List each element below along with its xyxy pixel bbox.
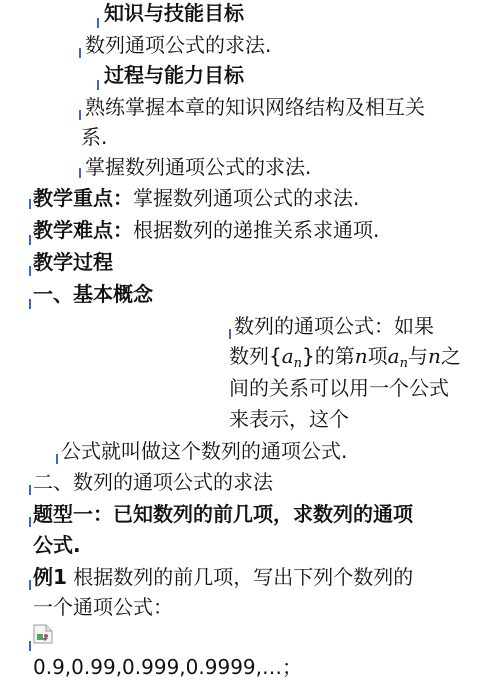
text-line: 掌握数列通项公式的求法.	[85, 155, 312, 179]
math-var: a	[387, 344, 400, 368]
key-point-line	[33, 183, 359, 213]
section-basic-concepts: 一、基本概念	[33, 282, 153, 306]
text-marker	[79, 48, 81, 58]
text-marker	[56, 454, 58, 464]
text-marker	[29, 266, 31, 276]
text-line: 数列通项公式的求法.	[85, 33, 272, 57]
text-marker	[29, 580, 31, 590]
section-teaching-process: 教学过程	[33, 250, 113, 274]
text-marker	[79, 110, 81, 120]
text-marker	[29, 517, 31, 527]
text-fragment: }的第	[302, 344, 355, 368]
text-marker	[29, 641, 31, 651]
text-marker	[29, 299, 31, 309]
text-marker	[97, 80, 99, 90]
problem-type-heading: 题型一：已知数列的前几项，求数列的通项	[33, 502, 413, 526]
text-line: 来表示，这个	[229, 407, 349, 431]
difficulty-text: 根据数列的递推关系求通项.	[133, 218, 380, 242]
text-line: 一个通项公式：	[33, 595, 173, 619]
text-marker	[229, 329, 231, 339]
text-fragment: 项	[367, 344, 388, 368]
difficulty-line	[33, 215, 379, 245]
text-line: 熟练掌握本章的知识网络结构及相互关	[85, 95, 425, 119]
broken-image-icon	[33, 624, 53, 644]
problem-type-heading-cont: 公式.	[33, 533, 81, 557]
example-text: 根据数列的前几项，写出下列个数列的	[73, 565, 414, 589]
text-fragment: 之	[440, 344, 461, 368]
text-marker	[29, 235, 31, 245]
text-line: 数列的通项公式：如果	[234, 314, 434, 338]
heading-knowledge-skills: 知识与技能目标	[104, 1, 244, 25]
heading-process-ability: 过程与能力目标	[104, 63, 244, 87]
math-var: n	[427, 344, 441, 368]
example-line	[33, 562, 413, 592]
key-point-text: 掌握数列通项公式的求法.	[133, 186, 360, 210]
math-var: a	[281, 344, 294, 368]
math-subscript: n	[399, 356, 408, 371]
text-marker	[29, 199, 31, 209]
key-point-label: 教学重点：	[33, 186, 133, 210]
text-fragment: 数列{	[229, 344, 282, 368]
text-marker	[29, 485, 31, 495]
sequence-line: 0.9,0.99,0.999,0.9999,…；	[33, 655, 303, 679]
section-methods: 二、数列的通项公式的求法	[33, 470, 273, 494]
math-subscript: n	[293, 356, 303, 371]
example-label: 例1	[33, 565, 67, 589]
math-var: n	[354, 344, 368, 368]
text-line: 间的关系可以用一个公式	[229, 376, 449, 400]
text-line: 公式就叫做这个数列的通项公式.	[61, 439, 348, 463]
text-marker	[97, 18, 99, 28]
text-marker	[79, 168, 81, 178]
text-line: 系.	[81, 125, 108, 149]
text-fragment: 与	[407, 344, 428, 368]
difficulty-label: 教学难点：	[33, 218, 133, 242]
